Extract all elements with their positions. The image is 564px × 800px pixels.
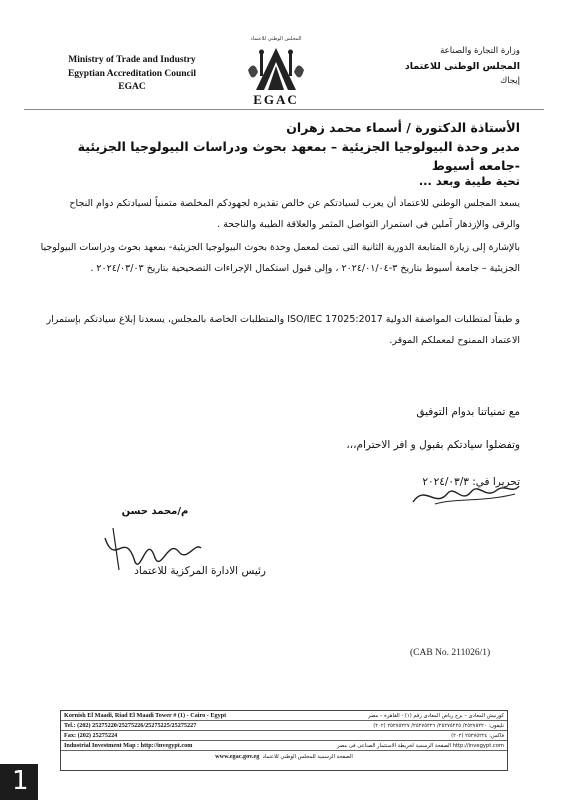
footer-tel-ar: تليفون: ٢٥٢٧٥٢٢٠/ ٢٥٢٧٥٢٢٥/ ٢٥٢٧٥٢٢٦/ ٢٥٢٧٥٢٢٧ (٢٠٢) xyxy=(373,723,504,729)
logo-subtext: المجلس الوطني للاعتماد xyxy=(250,36,302,42)
addressee-position: مدير وحدة البيولوجيا الجزيئية – بمعهد بحوث ودراسات البيولوجيا الجزيئية -جامعه أسيوط xyxy=(77,139,520,173)
greeting: تحية طيبة وبعد ... xyxy=(418,174,520,188)
header-arabic xyxy=(370,44,520,89)
footer-investment-ar[interactable]: http://invegypt.com الصفحة الرسمية لخريطة الاستثمار الصناعى فى مصر xyxy=(337,743,504,749)
footer-row-investment xyxy=(61,741,507,751)
addressee-block xyxy=(40,118,520,175)
signatory-name: م/محمد حسن xyxy=(121,506,189,517)
footer-website-ar: الصفحة الرسمية للمجلس الوطني للاعتماد xyxy=(262,754,353,760)
footer-fax-en: Fax: (202) 25275224 xyxy=(64,732,118,739)
issue-date-value: ٢٠٢٤/٠٣/٣ xyxy=(422,476,469,488)
closing-wishes: مع تمنياتنا بدوام التوفيق xyxy=(416,406,520,418)
footer-row-fax xyxy=(61,731,507,741)
ministry-name-en: Ministry of Trade and Industry xyxy=(68,55,196,65)
page-number-badge xyxy=(0,764,38,800)
paragraph-3: و طبقاً لمتطلبات المواصفة الدولية ISO/IEC 17025:2017 والمتطلبات الخاصة بالمجلس، يسعدنا إبلاغ سيادتكم بإستمرار الاعتماد الممنوح لمعملكم الموقر. xyxy=(46,314,520,346)
signatory-title: رئيس الادارة المركزية للاعتماد xyxy=(134,565,266,577)
egac-logo xyxy=(244,40,308,96)
logo-wordmark: EGAC xyxy=(253,92,299,107)
footer-website-url[interactable]: www.egac.gov.eg xyxy=(215,753,260,760)
header-english xyxy=(52,54,212,95)
paragraph-2: بالإشارة إلى زيارة المتابعة الدورية الثانية التى تمت لمعمل وحدة بحوث البيولوجيا الجزيئية- بمعهد بحوث ودراسات البيولوجيا الجزيئية – جامعة أسيوط بتاريخ ٣-٢٠٢٤/٠١/٠٤ ، وإلى قبول استكمال الإجراءات التصحيحية بتاريخ ٢٠٢٤/٠٣/٠٣ . xyxy=(40,242,520,274)
council-name-en: Egyptian Accreditation Council xyxy=(67,68,197,79)
footer-row-address xyxy=(61,711,507,721)
council-name-ar: المجلس الوطنى للاعتماد xyxy=(404,61,520,72)
footer-contact-box xyxy=(60,710,508,771)
signature-scribble-right xyxy=(405,464,525,512)
footer-investment-en[interactable]: Industrial Investment Map : http://invegypt.com xyxy=(64,742,193,749)
footer-address-en: Kornish El Maadi, Riad El Maadi Tower # (1) - Cairo - Egypt xyxy=(64,712,227,719)
council-abbr-ar: إيجاك xyxy=(500,76,520,86)
council-abbr-en: EGAC xyxy=(118,82,146,92)
page-number: 1 xyxy=(12,766,29,796)
issue-date-label: تحريرا في: xyxy=(472,476,520,488)
footer-row-website xyxy=(61,751,507,762)
footer-address-ar: كورنيش المعادى – برج رياض المعادى رقم (١) - القاهرة – مصر xyxy=(368,713,504,719)
closing-regards: وتفضلوا سيادتكم بقبول و افر الاحترام،،، xyxy=(346,439,520,451)
footer-fax-ar: فاكس: ٢٥٢٧٥٢٢٤ (٢٠٢) xyxy=(451,733,504,739)
header-divider xyxy=(24,109,544,110)
footer-row-tel xyxy=(61,721,507,731)
paragraph-1: يسعد المجلس الوطني للاعتماد أن يعرب لسيادتكم عن خالص تقديره لجهودكم المخلصة متمنياً لسيادتكم دوام النجاح والرقى والإزدهار آملين فى استمرار التواصل المثمر والعلاقة الطيبة والناجحة . xyxy=(69,198,520,230)
addressee-name: الأستاذة الدكتورة / أسماء محمد زهران xyxy=(286,120,520,135)
cab-number: (CAB No. 211026/1) xyxy=(410,648,491,658)
footer-tel-en: Tel.: (202) 25275220/25275226/25275225/25275227 xyxy=(64,722,197,729)
ministry-name-ar: وزارة التجارة والصناعة xyxy=(440,46,520,56)
footer-website xyxy=(61,751,507,763)
